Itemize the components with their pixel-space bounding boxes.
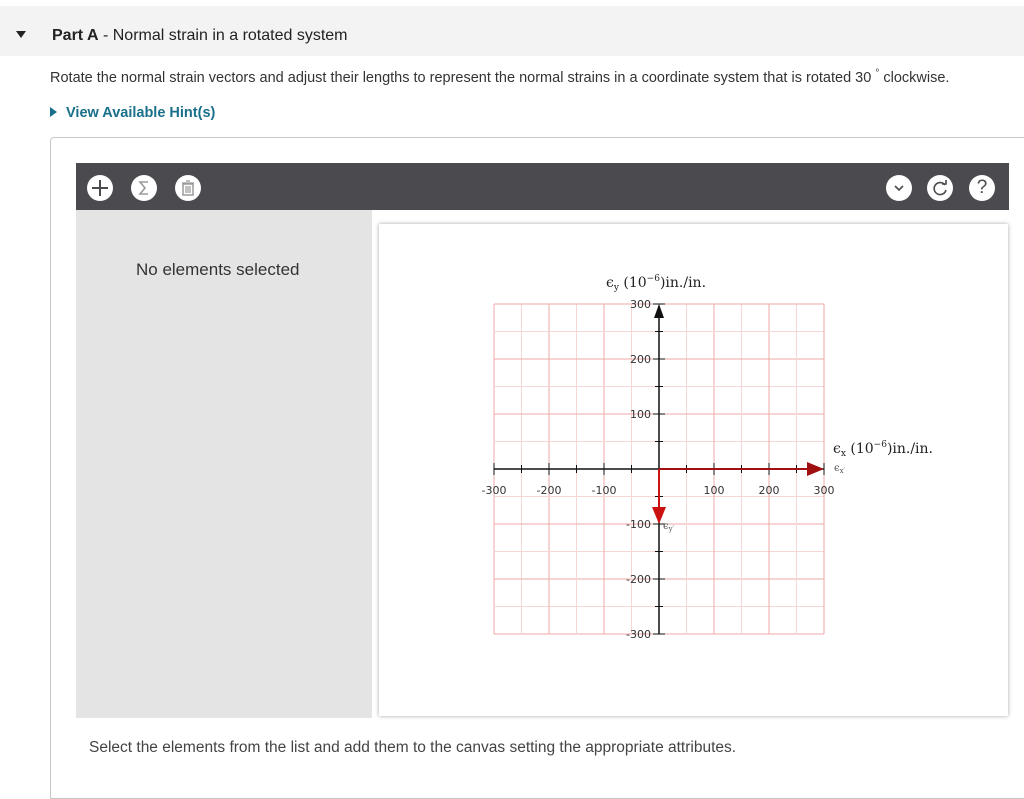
- y-axis-arrow: [654, 304, 664, 318]
- reset-icon[interactable]: [927, 175, 953, 201]
- part-title: [52, 27, 348, 45]
- chevron-down-icon[interactable]: [886, 175, 912, 201]
- degree-symbol: °: [875, 68, 880, 79]
- instruction-main: Rotate the normal strain vectors and adjust their lengths to represent the normal strains in a coordinate system that is rotated 30: [50, 69, 872, 86]
- x-tick-label: 200: [758, 484, 780, 497]
- y-tick-label: 300: [630, 298, 651, 311]
- hint-label: View Available Hint(s): [66, 105, 216, 121]
- collapse-caret-icon[interactable]: [16, 31, 26, 38]
- part-separator: -: [98, 27, 113, 44]
- x-axis-label: $\epsilon_x$ $(10^{-6})in./in$.: [833, 440, 934, 459]
- y-tick-label: -100: [626, 518, 651, 531]
- y-prime-vector-label: $\epsilon_{y'}$: [663, 521, 675, 533]
- y-tick-label: 100: [630, 408, 651, 421]
- instruction-suffix: clockwise.: [879, 69, 950, 86]
- hint-caret-icon: [50, 107, 57, 117]
- no-selection-message: No elements selected: [136, 260, 300, 279]
- y-tick-label: -200: [626, 573, 651, 586]
- graph-svg[interactable]: [379, 224, 1008, 716]
- strain-vectors[interactable]: [652, 462, 824, 524]
- view-hints-link[interactable]: [50, 105, 215, 121]
- footer-instruction: Select the elements from the list and add them to the canvas setting the appropriate attributes.: [89, 739, 737, 756]
- epsilon-x-prime-arrowhead[interactable]: [807, 462, 824, 476]
- x-tick-label: 100: [703, 484, 725, 497]
- x-tick-label: 300: [813, 484, 835, 497]
- graph-canvas[interactable]: [379, 224, 1008, 716]
- help-icon[interactable]: ?: [969, 175, 995, 201]
- sigma-icon[interactable]: [131, 175, 157, 201]
- properties-panel: [76, 210, 372, 718]
- y-tick-label: 200: [630, 353, 651, 366]
- part-label: Part A: [52, 27, 99, 44]
- y-tick-label: -300: [626, 628, 651, 641]
- plus-icon[interactable]: [87, 175, 113, 201]
- x-tick-label: -200: [536, 484, 562, 497]
- x-tick-label: -100: [591, 484, 617, 497]
- x-tick-label: -300: [481, 484, 507, 497]
- x-prime-vector-label: $\epsilon_{x'}$: [834, 463, 846, 475]
- part-header[interactable]: [0, 6, 1024, 56]
- y-axis-label: $\epsilon_y$ $(10^{-6})in./in$.: [606, 274, 707, 293]
- trash-icon[interactable]: [175, 175, 201, 201]
- instruction-text: [50, 68, 949, 86]
- toolbar: [76, 163, 1009, 210]
- part-name: Normal strain in a rotated system: [112, 27, 348, 44]
